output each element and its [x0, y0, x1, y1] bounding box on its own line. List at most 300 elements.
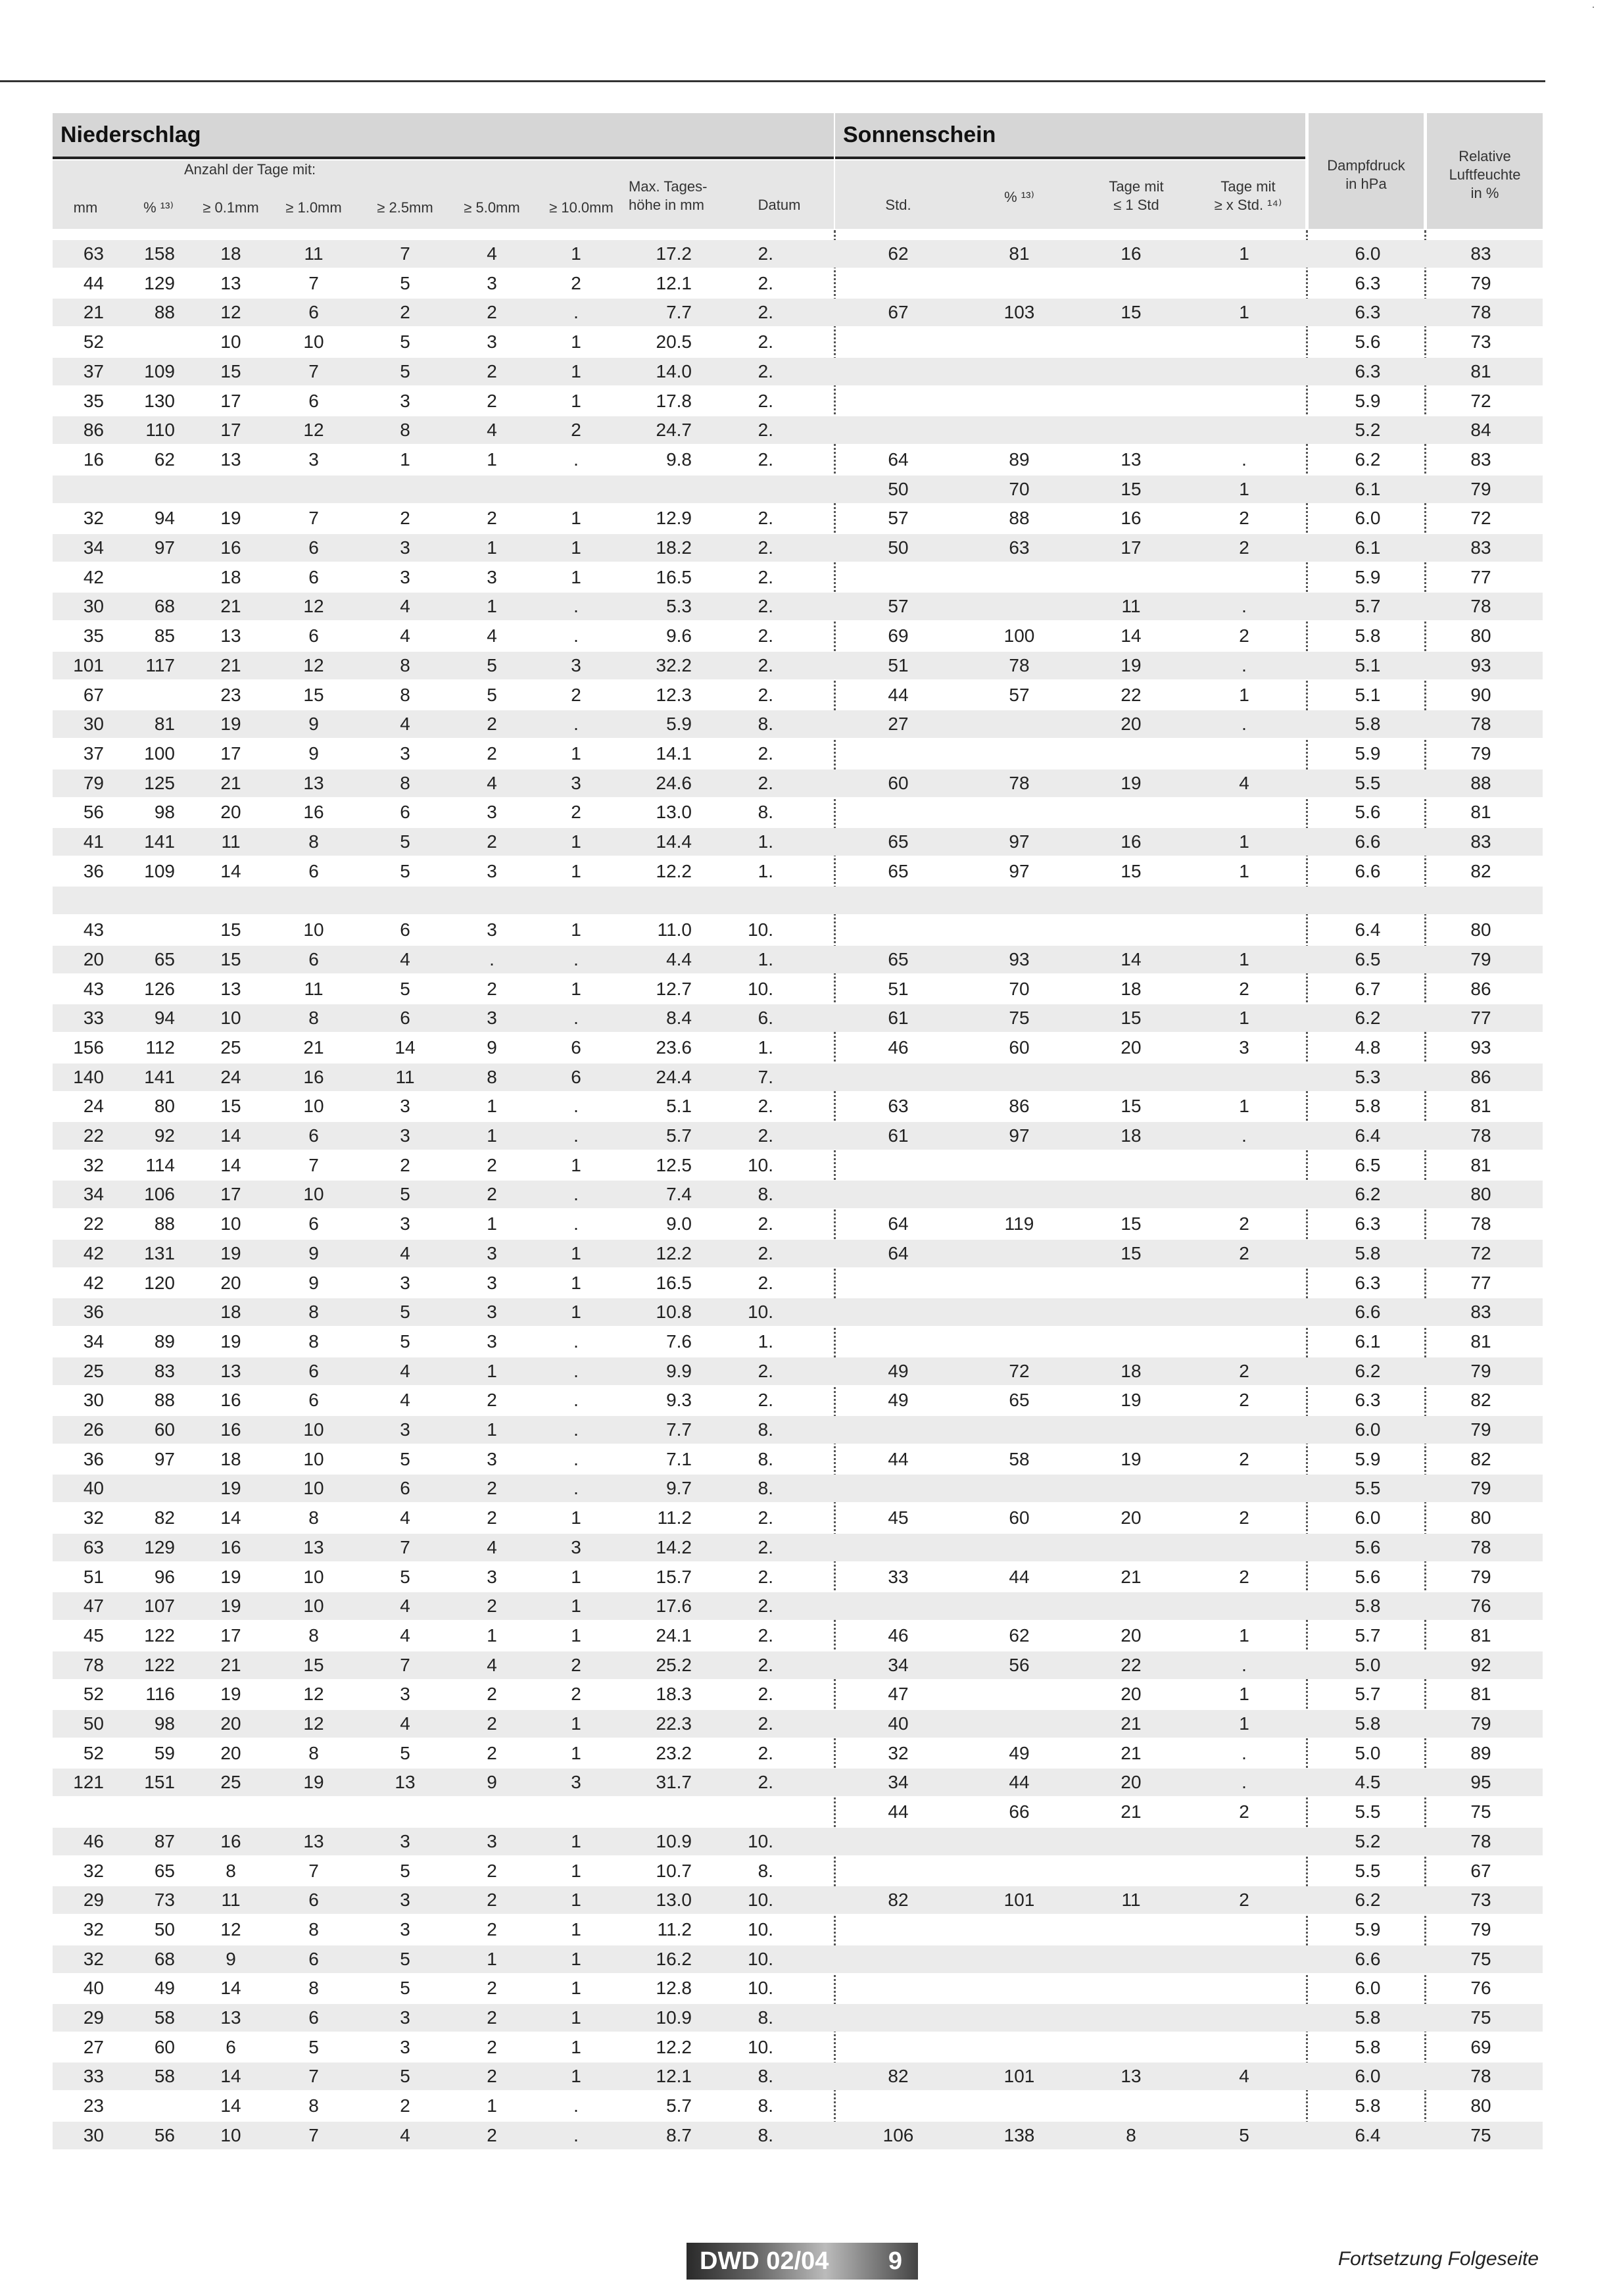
cell-ge50: 1 [487, 537, 497, 558]
cell-mm: 32 [83, 1919, 104, 1940]
cell-datum: 10. [748, 1919, 773, 1940]
cell-std [865, 2003, 931, 2032]
cell-ge10: 8 [308, 2095, 319, 2116]
cell-tage1: 19 [1121, 773, 1142, 793]
cell-tagex: 1 [1239, 949, 1249, 969]
cell-ge100: 3 [571, 1537, 581, 1557]
cell-ge25: 5 [400, 1331, 410, 1352]
cell-max: 16.2 [656, 1949, 692, 1969]
cell-pct: 97 [154, 537, 175, 558]
cell-ge10: 8 [308, 1008, 319, 1028]
cell-dampf: 6.0 [1355, 243, 1381, 264]
cell-dampf: 5.5 [1355, 1478, 1381, 1498]
cell-max [629, 475, 692, 504]
cell-ge25: 4 [400, 1243, 410, 1263]
row-band [53, 534, 1543, 562]
cell-max: 12.1 [656, 273, 692, 293]
cell-tagex: 2 [1239, 1449, 1249, 1469]
cell-pct: 50 [154, 1919, 175, 1940]
col-header-std: Std. [885, 197, 911, 213]
cell-max: 17.6 [656, 1596, 692, 1616]
cell-ge100: 2 [571, 1684, 581, 1704]
cell-ge50: 5 [487, 685, 497, 705]
cell-pct2: 58 [1009, 1449, 1030, 1469]
cell-mm: 33 [83, 2066, 104, 2086]
cell-rel: 77 [1470, 1273, 1491, 1293]
cell-ge01: 21 [220, 773, 241, 793]
col-header-ge01: ≥ 0.1mm [203, 199, 259, 216]
row-band [53, 299, 1543, 326]
cell-ge10: 6 [308, 1361, 319, 1381]
cell-rel: 78 [1470, 302, 1491, 322]
cell-tagex: . [1241, 1655, 1247, 1675]
cell-max: 23.6 [656, 1037, 692, 1058]
cell-mm: 46 [83, 1831, 104, 1851]
cell-pct: 109 [144, 861, 175, 881]
col-header-ge25: ≥ 2.5mm [377, 199, 433, 216]
cell-ge100: . [573, 1096, 579, 1116]
cell-ge01: 8 [226, 1861, 236, 1881]
cell-tage1: 8 [1126, 2125, 1136, 2145]
cell-mm: 34 [83, 537, 104, 558]
cell-dampf: 5.7 [1355, 1625, 1381, 1646]
cell-ge25: 3 [400, 743, 410, 764]
cell-rel: 82 [1470, 1390, 1491, 1410]
badge-label: DWD 02/04 [700, 2247, 829, 2275]
cell-ge10: 7 [308, 2125, 319, 2145]
row-band [53, 1122, 1543, 1150]
cell-tage1: 22 [1121, 685, 1142, 705]
cell-ge10: 10 [303, 1449, 324, 1469]
cell-max: 16.5 [656, 567, 692, 587]
row-band [53, 1181, 1543, 1208]
cell-tagex [1205, 1827, 1284, 1856]
cell-datum: 2. [758, 1743, 773, 1763]
row-band [53, 2004, 1543, 2032]
cell-pct [118, 916, 175, 944]
cell-mm: 29 [83, 1890, 104, 1910]
cell-ge100: 3 [571, 1772, 581, 1792]
cell-pct2 [980, 739, 1059, 768]
cell-pct2: 97 [1009, 831, 1030, 852]
cell-std: 34 [888, 1655, 909, 1675]
cell-ge50: . [489, 949, 494, 969]
cell-tagex [1205, 357, 1284, 386]
cell-pct2: 78 [1009, 655, 1030, 675]
cell-dampf [1335, 886, 1401, 915]
cell-max: 7.7 [666, 302, 692, 322]
row-band [53, 1534, 1543, 1561]
cell-ge10: 21 [303, 1037, 324, 1058]
cell-max: 24.6 [656, 773, 692, 793]
cell-ge25: 3 [400, 1890, 410, 1910]
cell-dampf: 5.6 [1355, 331, 1381, 352]
niederschlag-header-rule [53, 157, 834, 159]
cell-ge25: 8 [400, 685, 410, 705]
cell-ge50: 1 [487, 1125, 497, 1146]
cell-pct [118, 328, 175, 356]
cell-tagex [1205, 1151, 1284, 1180]
cell-tagex: 2 [1239, 1243, 1249, 1263]
cell-ge100: 1 [571, 1831, 581, 1851]
cell-tage1: 15 [1121, 1008, 1142, 1028]
cell-ge100: . [573, 1213, 579, 1234]
cell-pct2: 44 [1009, 1567, 1030, 1587]
cell-rel: 78 [1470, 1831, 1491, 1851]
cell-tagex: . [1241, 449, 1247, 470]
cell-pct: 68 [154, 1949, 175, 1969]
cell-ge10: 5 [308, 2037, 319, 2057]
cell-ge50: 5 [487, 655, 497, 675]
cell-tage1 [1092, 387, 1170, 416]
cell-pct2 [980, 416, 1059, 445]
cell-rel: 75 [1470, 1801, 1491, 1822]
cell-ge25: 2 [400, 302, 410, 322]
cell-max: 12.3 [656, 685, 692, 705]
cell-ge50: 2 [487, 1890, 497, 1910]
cell-ge25: 7 [400, 1655, 410, 1675]
cell-pct: 58 [154, 2066, 175, 2086]
cell-max: 17.2 [656, 243, 692, 264]
cell-ge100: 1 [571, 743, 581, 764]
cell-ge50: 2 [487, 831, 497, 852]
row-band [53, 710, 1543, 738]
cell-tagex: 1 [1239, 302, 1249, 322]
cell-ge10: 13 [303, 1537, 324, 1557]
cell-ge100: 1 [571, 861, 581, 881]
cell-pct2 [980, 563, 1059, 592]
cell-ge50: 3 [487, 1243, 497, 1263]
cell-pct: 87 [154, 1831, 175, 1851]
row-band [53, 828, 1543, 856]
cell-ge25: 3 [400, 2037, 410, 2057]
cell-max: 31.7 [656, 1772, 692, 1792]
cell-ge25: 4 [400, 949, 410, 969]
cell-ge50: 2 [487, 302, 497, 322]
cell-pct2 [980, 1827, 1059, 1856]
cell-max: 5.1 [666, 1096, 692, 1116]
cell-ge25: 4 [400, 1390, 410, 1410]
cell-rel: 93 [1470, 1037, 1491, 1058]
cell-pct2: 78 [1009, 773, 1030, 793]
cell-pct: 88 [154, 302, 175, 322]
cell-std: 106 [882, 2125, 914, 2145]
cell-max: 23.2 [656, 1743, 692, 1763]
cell-pct2: 56 [1009, 1655, 1030, 1675]
cell-ge10: 6 [308, 1213, 319, 1234]
cell-ge10: 8 [308, 1919, 319, 1940]
cell-dampf: 6.3 [1355, 1390, 1381, 1410]
col-header-tage1: Tage mit ≤ 1 Std [1109, 178, 1164, 213]
cell-tage1: 15 [1121, 861, 1142, 881]
cell-dampf: 5.8 [1355, 2037, 1381, 2057]
cell-max: 11.2 [657, 1507, 692, 1528]
cell-ge25: 5 [400, 331, 410, 352]
cell-ge10: 6 [308, 949, 319, 969]
cell-max: 12.5 [656, 1155, 692, 1175]
cell-pct2: 103 [1003, 302, 1035, 322]
cell-mm: 16 [83, 449, 104, 470]
cell-datum: 2. [758, 1567, 773, 1587]
cell-std: 45 [888, 1507, 909, 1528]
cell-mm: 23 [83, 2095, 104, 2116]
cell-std [865, 886, 931, 915]
cell-ge25: 3 [400, 1919, 410, 1940]
cell-rel: 80 [1470, 1507, 1491, 1528]
cell-max: 7.1 [666, 1449, 692, 1469]
cell-rel: 86 [1470, 1067, 1491, 1087]
cell-datum: 1. [758, 1331, 773, 1352]
cell-ge01: 13 [220, 979, 241, 999]
cell-datum: 2. [758, 1243, 773, 1263]
cell-max: 20.5 [656, 331, 692, 352]
cell-pct: 59 [154, 1743, 175, 1763]
col-header-tagex: Tage mit ≥ x Std. ¹⁴⁾ [1214, 178, 1282, 213]
cell-dampf: 5.8 [1355, 1096, 1381, 1116]
cell-tagex: 1 [1239, 831, 1249, 852]
cell-ge100: . [573, 1125, 579, 1146]
cell-ge01: 19 [220, 508, 241, 528]
cell-ge01: 17 [220, 1625, 241, 1646]
cell-max: 24.7 [656, 420, 692, 440]
cell-mm [53, 475, 104, 504]
cell-ge100: 1 [571, 1890, 581, 1910]
cell-pct: 120 [144, 1273, 175, 1293]
cell-pct [118, 681, 175, 710]
cell-datum: 2. [758, 391, 773, 411]
cell-ge50: 4 [487, 1655, 497, 1675]
cell-ge50: 2 [487, 1861, 497, 1881]
cell-rel: 79 [1470, 1419, 1491, 1440]
cell-ge01: 20 [220, 802, 241, 822]
cell-ge100: 3 [571, 655, 581, 675]
cell-dampf: 6.0 [1355, 508, 1381, 528]
cell-tagex: 2 [1239, 508, 1249, 528]
cell-pct: 97 [154, 1449, 175, 1469]
cell-ge25: 13 [395, 1772, 416, 1792]
cell-ge100: 1 [571, 2007, 581, 2028]
cell-std: 51 [888, 979, 909, 999]
cell-tagex: 2 [1239, 1567, 1249, 1587]
cell-tagex [1205, 1974, 1284, 2003]
cell-ge01: 18 [220, 1449, 241, 1469]
cell-pct2 [980, 1474, 1059, 1503]
cell-tage1 [1092, 1298, 1170, 1327]
cell-tagex: . [1241, 1125, 1247, 1146]
cell-tagex [1205, 1180, 1284, 1209]
cell-pct: 130 [144, 391, 175, 411]
cell-tagex: 2 [1239, 979, 1249, 999]
cell-dampf: 6.4 [1355, 919, 1381, 940]
cell-ge50: 2 [487, 1978, 497, 1998]
cell-ge25: 3 [400, 1273, 410, 1293]
cell-tagex [1205, 416, 1284, 445]
row-band [53, 358, 1543, 385]
cell-ge100: 1 [571, 508, 581, 528]
cell-mm: 34 [83, 1184, 104, 1204]
row-band [53, 1416, 1543, 1444]
cell-ge50: 3 [487, 567, 497, 587]
cell-ge01: 14 [220, 1125, 241, 1146]
cell-datum: 8. [758, 1419, 773, 1440]
cell-tage1: 17 [1121, 537, 1142, 558]
cell-ge100: . [573, 1361, 579, 1381]
cell-pct2 [980, 1063, 1059, 1092]
cell-ge50: 3 [487, 802, 497, 822]
cell-datum: 10. [748, 1890, 773, 1910]
cell-pct [118, 563, 175, 592]
cell-tage1 [1092, 1151, 1170, 1180]
cell-ge25: 4 [400, 625, 410, 646]
cell-std [865, 798, 931, 827]
cell-ge10: 19 [303, 1772, 324, 1792]
cell-tage1 [1092, 2003, 1170, 2032]
cell-mm: 42 [83, 1273, 104, 1293]
cell-std [865, 1269, 931, 1298]
cell-ge50: 2 [487, 1507, 497, 1528]
cell-pct: 88 [154, 1213, 175, 1234]
cell-datum: 10. [748, 2037, 773, 2057]
cell-std [865, 269, 931, 298]
cell-ge25: 11 [395, 1067, 415, 1087]
cell-ge01: 18 [220, 567, 241, 587]
cell-std [865, 563, 931, 592]
cell-mm: 37 [83, 361, 104, 381]
cell-rel: 83 [1470, 243, 1491, 264]
cell-rel: 88 [1470, 773, 1491, 793]
cell-pct2 [980, 1180, 1059, 1209]
cell-dampf: 6.2 [1355, 1890, 1381, 1910]
cell-mm: 35 [83, 391, 104, 411]
cell-tagex: 2 [1239, 625, 1249, 646]
cell-rel: 79 [1470, 1713, 1491, 1734]
cell-tagex: 2 [1239, 1213, 1249, 1234]
cell-datum: 2. [758, 420, 773, 440]
cell-dampf: 5.8 [1355, 714, 1381, 734]
cell-pct2 [980, 2003, 1059, 2032]
cell-ge50: 1 [487, 596, 497, 616]
cell-ge100: 1 [571, 1243, 581, 1263]
cell-tage1 [1092, 1827, 1170, 1856]
cell-ge50: 1 [487, 1419, 497, 1440]
cell-rel: 73 [1470, 1890, 1491, 1910]
cell-pct: 110 [145, 420, 175, 440]
cell-ge25: 5 [400, 979, 410, 999]
cell-ge01: 10 [220, 2125, 241, 2145]
cell-mm: 24 [83, 1096, 104, 1116]
cell-pct: 85 [154, 625, 175, 646]
cell-tagex [1205, 2033, 1284, 2062]
cell-ge50: 2 [487, 1919, 497, 1940]
cell-dampf: 5.6 [1355, 1567, 1381, 1587]
cell-dampf: 5.9 [1355, 1449, 1381, 1469]
cell-ge50: 1 [487, 449, 497, 470]
cell-pct: 82 [154, 1507, 175, 1528]
cell-tage1: 15 [1121, 1243, 1142, 1263]
cell-ge10: 6 [308, 302, 319, 322]
cell-tagex: 2 [1239, 1390, 1249, 1410]
cell-pct: 65 [154, 949, 175, 969]
row-band [53, 652, 1543, 679]
cell-rel: 90 [1470, 685, 1491, 705]
cell-ge50: 2 [487, 1713, 497, 1734]
cell-ge25: 8 [400, 655, 410, 675]
cell-ge10: 10 [303, 919, 324, 940]
cell-ge01: 15 [220, 1096, 241, 1116]
cell-pct: 151 [144, 1772, 175, 1792]
cell-ge100: 1 [571, 1743, 581, 1763]
cell-tage1: 20 [1121, 1507, 1142, 1528]
cell-dampf: 6.3 [1355, 361, 1381, 381]
cell-pct2: 70 [1009, 479, 1030, 499]
cell-rel: 79 [1470, 273, 1491, 293]
cell-mm: 63 [83, 243, 104, 264]
cell-pct2 [980, 2033, 1059, 2062]
cell-ge25: 6 [400, 919, 410, 940]
cell-datum: 1. [758, 831, 773, 852]
cell-ge25: 4 [400, 596, 410, 616]
cell-rel: 79 [1470, 743, 1491, 764]
cell-ge01: 20 [220, 1743, 241, 1763]
page-number: 9 [888, 2247, 902, 2275]
cell-pct2: 88 [1009, 508, 1030, 528]
cell-mm: 47 [83, 1596, 104, 1616]
cell-ge10: 10 [303, 1184, 324, 1204]
cell-rel: 78 [1470, 714, 1491, 734]
cell-ge100: . [573, 1478, 579, 1498]
cell-ge50: 2 [487, 1743, 497, 1763]
cell-pct: 65 [154, 1861, 175, 1881]
cell-ge100: . [573, 302, 579, 322]
cell-max: 9.0 [666, 1213, 692, 1234]
cell-pct2: 81 [1009, 243, 1030, 264]
cell-ge01: 16 [220, 1419, 241, 1440]
cell-ge10: 16 [303, 802, 324, 822]
cell-dampf: 5.8 [1355, 1243, 1381, 1263]
cell-ge100: 3 [571, 773, 581, 793]
cell-rel: 83 [1470, 537, 1491, 558]
cell-dampf: 6.5 [1355, 1155, 1381, 1175]
cell-ge100: . [573, 1184, 579, 1204]
cell-dampf: 5.0 [1355, 1743, 1381, 1763]
cell-ge50 [452, 475, 531, 504]
cell-max: 8.4 [666, 1008, 692, 1028]
cell-ge50: 9 [487, 1772, 497, 1792]
cell-datum: 2. [758, 1772, 773, 1792]
cell-pct: 107 [144, 1596, 175, 1616]
cell-pct: 92 [154, 1125, 175, 1146]
cell-tagex [1205, 1533, 1284, 1562]
cell-mm [53, 886, 104, 915]
cell-ge100: 2 [571, 273, 581, 293]
niederschlag-title: Niederschlag [60, 122, 201, 147]
cell-mm: 44 [83, 273, 104, 293]
cell-rel: 83 [1470, 1302, 1491, 1322]
cell-tage1: 14 [1121, 625, 1142, 646]
cell-ge25: 5 [400, 1949, 410, 1969]
cell-rel: 81 [1470, 1625, 1491, 1646]
cell-ge01: 12 [220, 302, 241, 322]
cell-pct: 141 [144, 1067, 175, 1087]
cell-std [865, 1827, 931, 1856]
cell-ge10: 10 [303, 1567, 324, 1587]
cell-max: 9.3 [666, 1390, 692, 1410]
cell-tage1: 19 [1121, 1449, 1142, 1469]
cell-rel: 69 [1470, 2037, 1491, 2057]
cell-ge01: 14 [220, 1978, 241, 1998]
cell-ge100: 1 [571, 2037, 581, 2057]
cell-ge01: 20 [220, 1713, 241, 1734]
